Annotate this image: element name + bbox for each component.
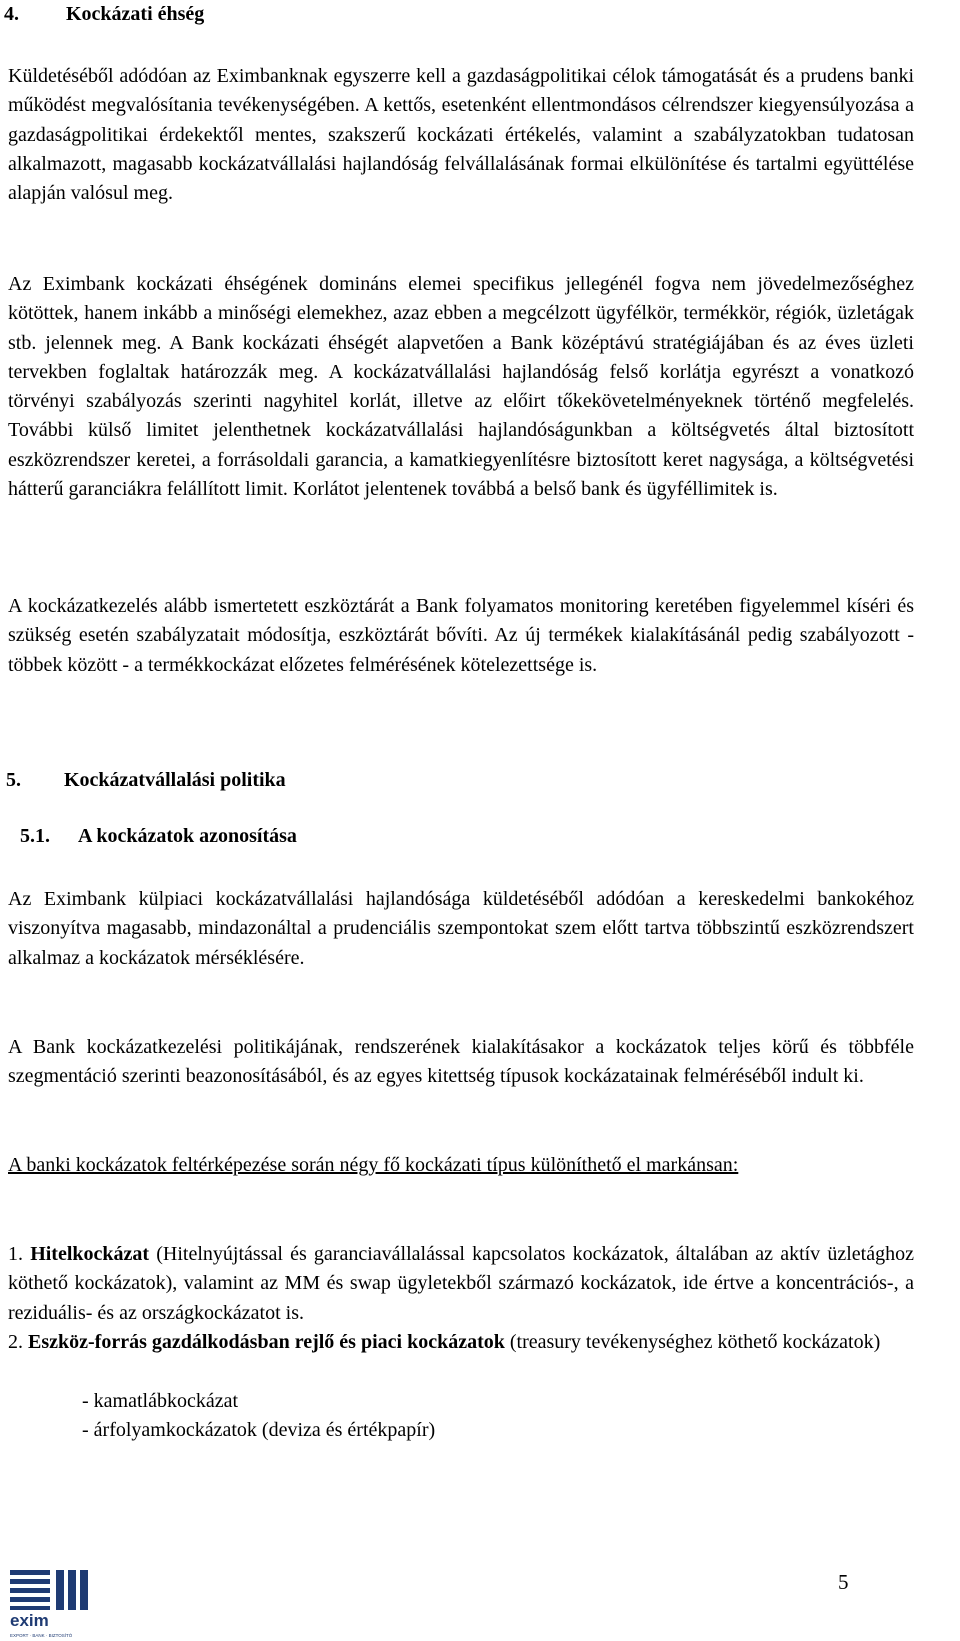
section-4-title: Kockázati éhség [66, 3, 205, 25]
section-4-paragraph-2: Az Eximbank kockázati éhségének domináns elemei specifikus jellegénél fogva nem jövedelmezőséghez kötöttek, hanem inkább a minőségi elemekhez, azaz ebben a megcélzott ügyfélkör, termékkör, régiók, üzletágak stb. jelennek meg. A Bank kockázati éhségét alapvetően a Bank középtávú stratégiájában és az éves üzleti tervekben foglaltak határozzák meg. A kockázatvállalási hajlandóság felső korlátja egyrészt a vonatkozó törvényi szabályozás szerinti nagyhitel korlát, illetve az előirt tőkekövetelményeknek történő megfelelés. További külső limitet jelenthetnek kockázatvállalási hajlandóságunkban a költségvetés által biztosított eszközrendszer keretei, a forrásoldali garancia, a kamatkiegyenlítésre biztosított keret nagysága, a költségvetési hátterű garanciákra felállított limit. Korlátot jelentenek továbbá a belső bank és ügyféllimitek is. [8, 273, 914, 501]
risk-item-2 [8, 1328, 914, 1357]
risk-item-1-number: 1. [8, 1243, 23, 1265]
page-number: 5 [838, 1570, 849, 1594]
risk-subitem-interest-rate: - kamatlábkockázat [82, 1390, 239, 1412]
section-5-1-paragraph-1: Az Eximbank külpiaci kockázatvállalási hajlandósága küldetéséből adódóan a kereskedelmi bankokéhoz viszonyítva magasabb, mindazonáltal a prudenciális szempontokat szem előtt tartva többszintű eszközrendszert alkalmaz a kockázatok mérséklésére. [8, 888, 914, 969]
section-4-number: 4. [4, 3, 19, 25]
exim-logo [6, 1568, 96, 1640]
section-5-heading [6, 766, 286, 795]
risk-item-2-number: 2. [8, 1331, 23, 1353]
section-5-1-paragraph-2: A Bank kockázatkezelési politikájának, rendszerének kialakításakor a kockázatok teljes körű és többféle szegmentáció szerinti beazonosításából, és az egyes kitettség típusok kockázatainak felméréséből indult ki. [8, 1036, 914, 1088]
section-4-paragraph-3: A kockázatkezelés alább ismertetett eszköztárát a Bank folyamatos monitoring keretében figyelemmel kíséri és szükség esetén szabályzatait módosítja, eszköztárát bővíti. Az új termékek kialakításánál pedig szabályozott - többek között - a termékkockázat előzetes felmérésének kötelezettsége is. [8, 595, 914, 676]
section-4-paragraph-1: Küldetéséből adódóan az Eximbanknak egyszerre kell a gazdaságpolitikai célok támogatását és a prudens banki működést megvalósítania tevékenységében. A kettős, esetenként ellentmondásos célrendszer kiegyensúlyozása a gazdaságpolitikai érdekektől mentes, szakszerű kockázati értékelés, valamint a szabályzatokban tudatosan alkalmazott, magasabb kockázatvállalási hajlandóság felvállalásának formai elkülönítése és tartalmi együttélése alapján valósul meg. [8, 65, 914, 205]
section-4-heading [4, 0, 204, 29]
risk-subitem-fx: - árfolyamkockázatok (deviza és értékpapír) [82, 1419, 436, 1441]
section-5-1-title: A kockázatok azonosítása [78, 825, 297, 847]
section-5-1-number: 5.1. [20, 825, 50, 847]
section-5-1-paragraph-underlined: A banki kockázatok feltérképezése során négy fő kockázati típus különíthető el markánsan: [8, 1154, 739, 1176]
exim-logo-bars [10, 1570, 88, 1610]
exim-logo-text: exim [10, 1611, 49, 1630]
section-5-1-heading [20, 822, 297, 851]
risk-item-2-title: Eszköz-forrás gazdálkodásban rejlő és piaci kockázatok [28, 1331, 505, 1353]
risk-item-1-text: (Hitelnyújtással és garanciavállalással kapcsolatos kockázatok, általában az aktív üzletághoz köthető kockázatok), valamint az MM és swap ügyletekből származó kockázatok, ide értve a koncentrációs-, a reziduális- és az országkockázatot is. [8, 1243, 914, 1324]
risk-item-1-title: Hitelkockázat [30, 1243, 150, 1265]
section-5-number: 5. [6, 769, 21, 791]
exim-logo-subtext: EXPORT · BANK · BIZTOSÍTÓ [10, 1633, 73, 1638]
section-5-title: Kockázatvállalási politika [64, 769, 286, 791]
risk-item-2-text: (treasury tevékenységhez köthető kockázatok) [504, 1331, 881, 1353]
risk-item-1 [8, 1240, 914, 1328]
